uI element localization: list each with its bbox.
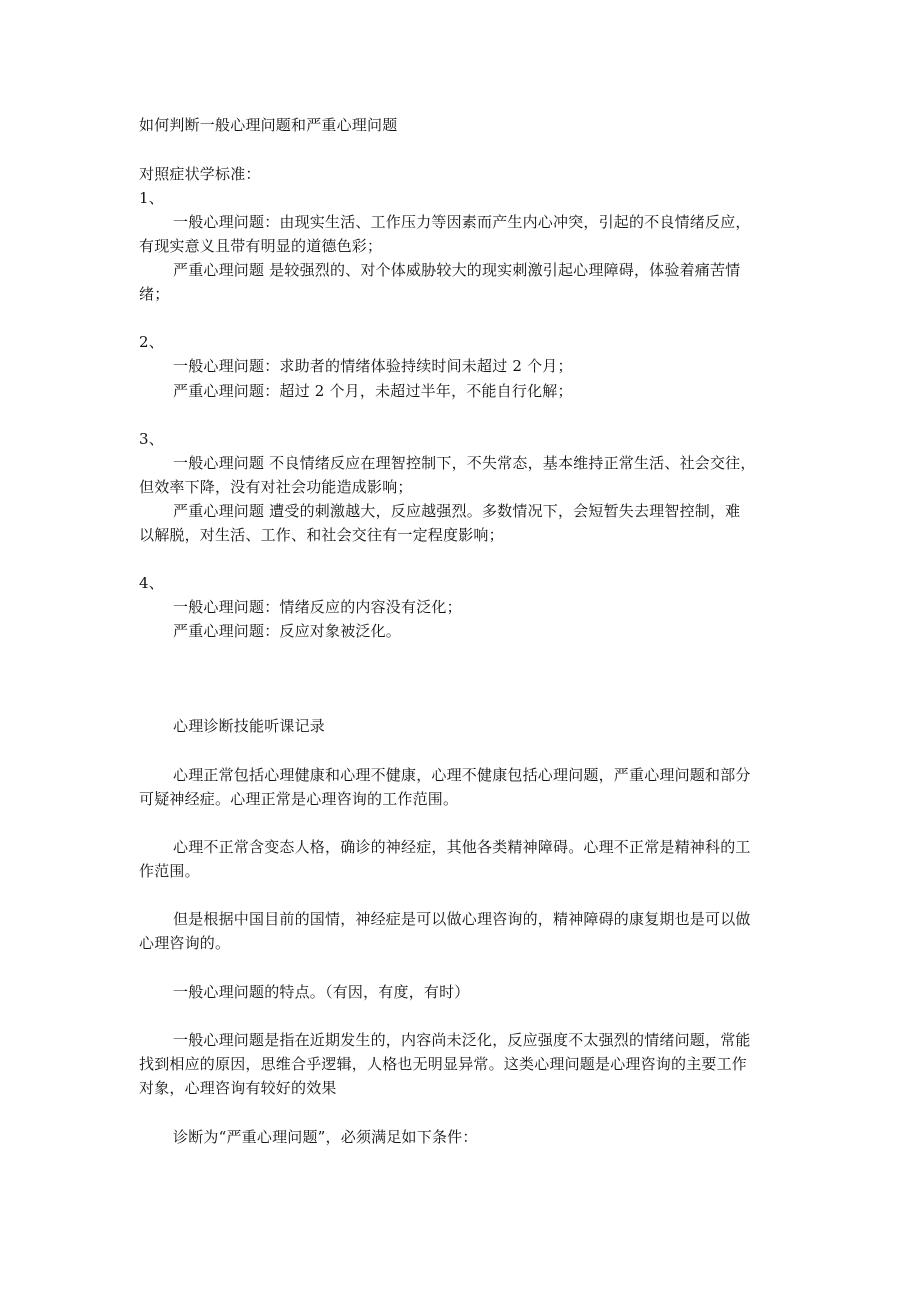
section-number: 3、 (139, 430, 164, 448)
section-line: 严重心理问题：超过 2 个月，未超过半年，不能自行化解； (173, 382, 573, 400)
section-line: 严重心理问题 遭受的刺激越大，反应越强烈。多数情况下，会短暂失去理智控制，难 (173, 502, 741, 520)
paragraph-line: 但是根据中国目前的国情，神经症是可以做心理咨询的，精神障碍的康复期也是可以做 (173, 910, 751, 928)
paragraph-line: 心理不正常含变态人格，确诊的神经症，其他各类精神障碍。心理不正常是精神科的工 (173, 838, 751, 856)
criteria-heading: 对照症状学标准： (139, 165, 261, 183)
paragraph-line: 心理咨询的。 (139, 934, 231, 952)
section-line: 一般心理问题：情绪反应的内容没有泛化； (173, 598, 462, 616)
section-line: 严重心理问题 是较强烈的、对个体威胁较大的现实刺激引起心理障碍，体验着痛苦情 (173, 261, 741, 279)
section-line: 以解脱，对生活、工作、和社会交往有一定程度影响； (139, 526, 504, 544)
paragraph-line: 诊断为“严重心理问题”，必须满足如下条件： (173, 1128, 478, 1146)
paragraph-line: 心理正常包括心理健康和心理不健康，心理不健康包括心理问题，严重心理问题和部分 (173, 766, 751, 784)
section-line: 一般心理问题：由现实生活、工作压力等因素而产生内心冲突，引起的不良情绪反应， (173, 213, 751, 231)
section-line: 一般心理问题：求助者的情绪体验持续时间未超过 2 个月； (173, 357, 573, 375)
paragraph-line: 对象，心理咨询有较好的效果 (139, 1079, 337, 1097)
paragraph-line: 可疑神经症。心理正常是心理咨询的工作范围。 (139, 790, 459, 808)
paragraph-line: 一般心理问题的特点。（有因，有度，有时） (173, 983, 470, 1001)
paragraph-line: 一般心理问题是指在近期发生的，内容尚未泛化，反应强度不太强烈的情绪问题，常能 (173, 1031, 751, 1049)
section-line: 有现实意义且带有明显的道德色彩； (139, 237, 383, 255)
notes-title: 心理诊断技能听课记录 (173, 717, 326, 735)
document-title: 如何判断一般心理问题和严重心理问题 (139, 116, 398, 134)
section-number: 1、 (139, 189, 164, 207)
section-number: 2、 (139, 333, 164, 351)
paragraph-line: 找到相应的原因，思维合乎逻辑，人格也无明显异常。这类心理问题是心理咨询的主要工作 (139, 1055, 748, 1073)
paragraph-line: 作范围。 (139, 862, 200, 880)
section-line: 绪； (139, 285, 170, 303)
section-number: 4、 (139, 574, 164, 592)
section-line: 但效率下降，没有对社会功能造成影响； (139, 478, 413, 496)
section-line: 一般心理问题 不良情绪反应在理智控制下，不失常态，基本维持正常生活、社会交往， (173, 454, 756, 472)
section-line: 严重心理问题：反应对象被泛化。 (173, 622, 402, 640)
